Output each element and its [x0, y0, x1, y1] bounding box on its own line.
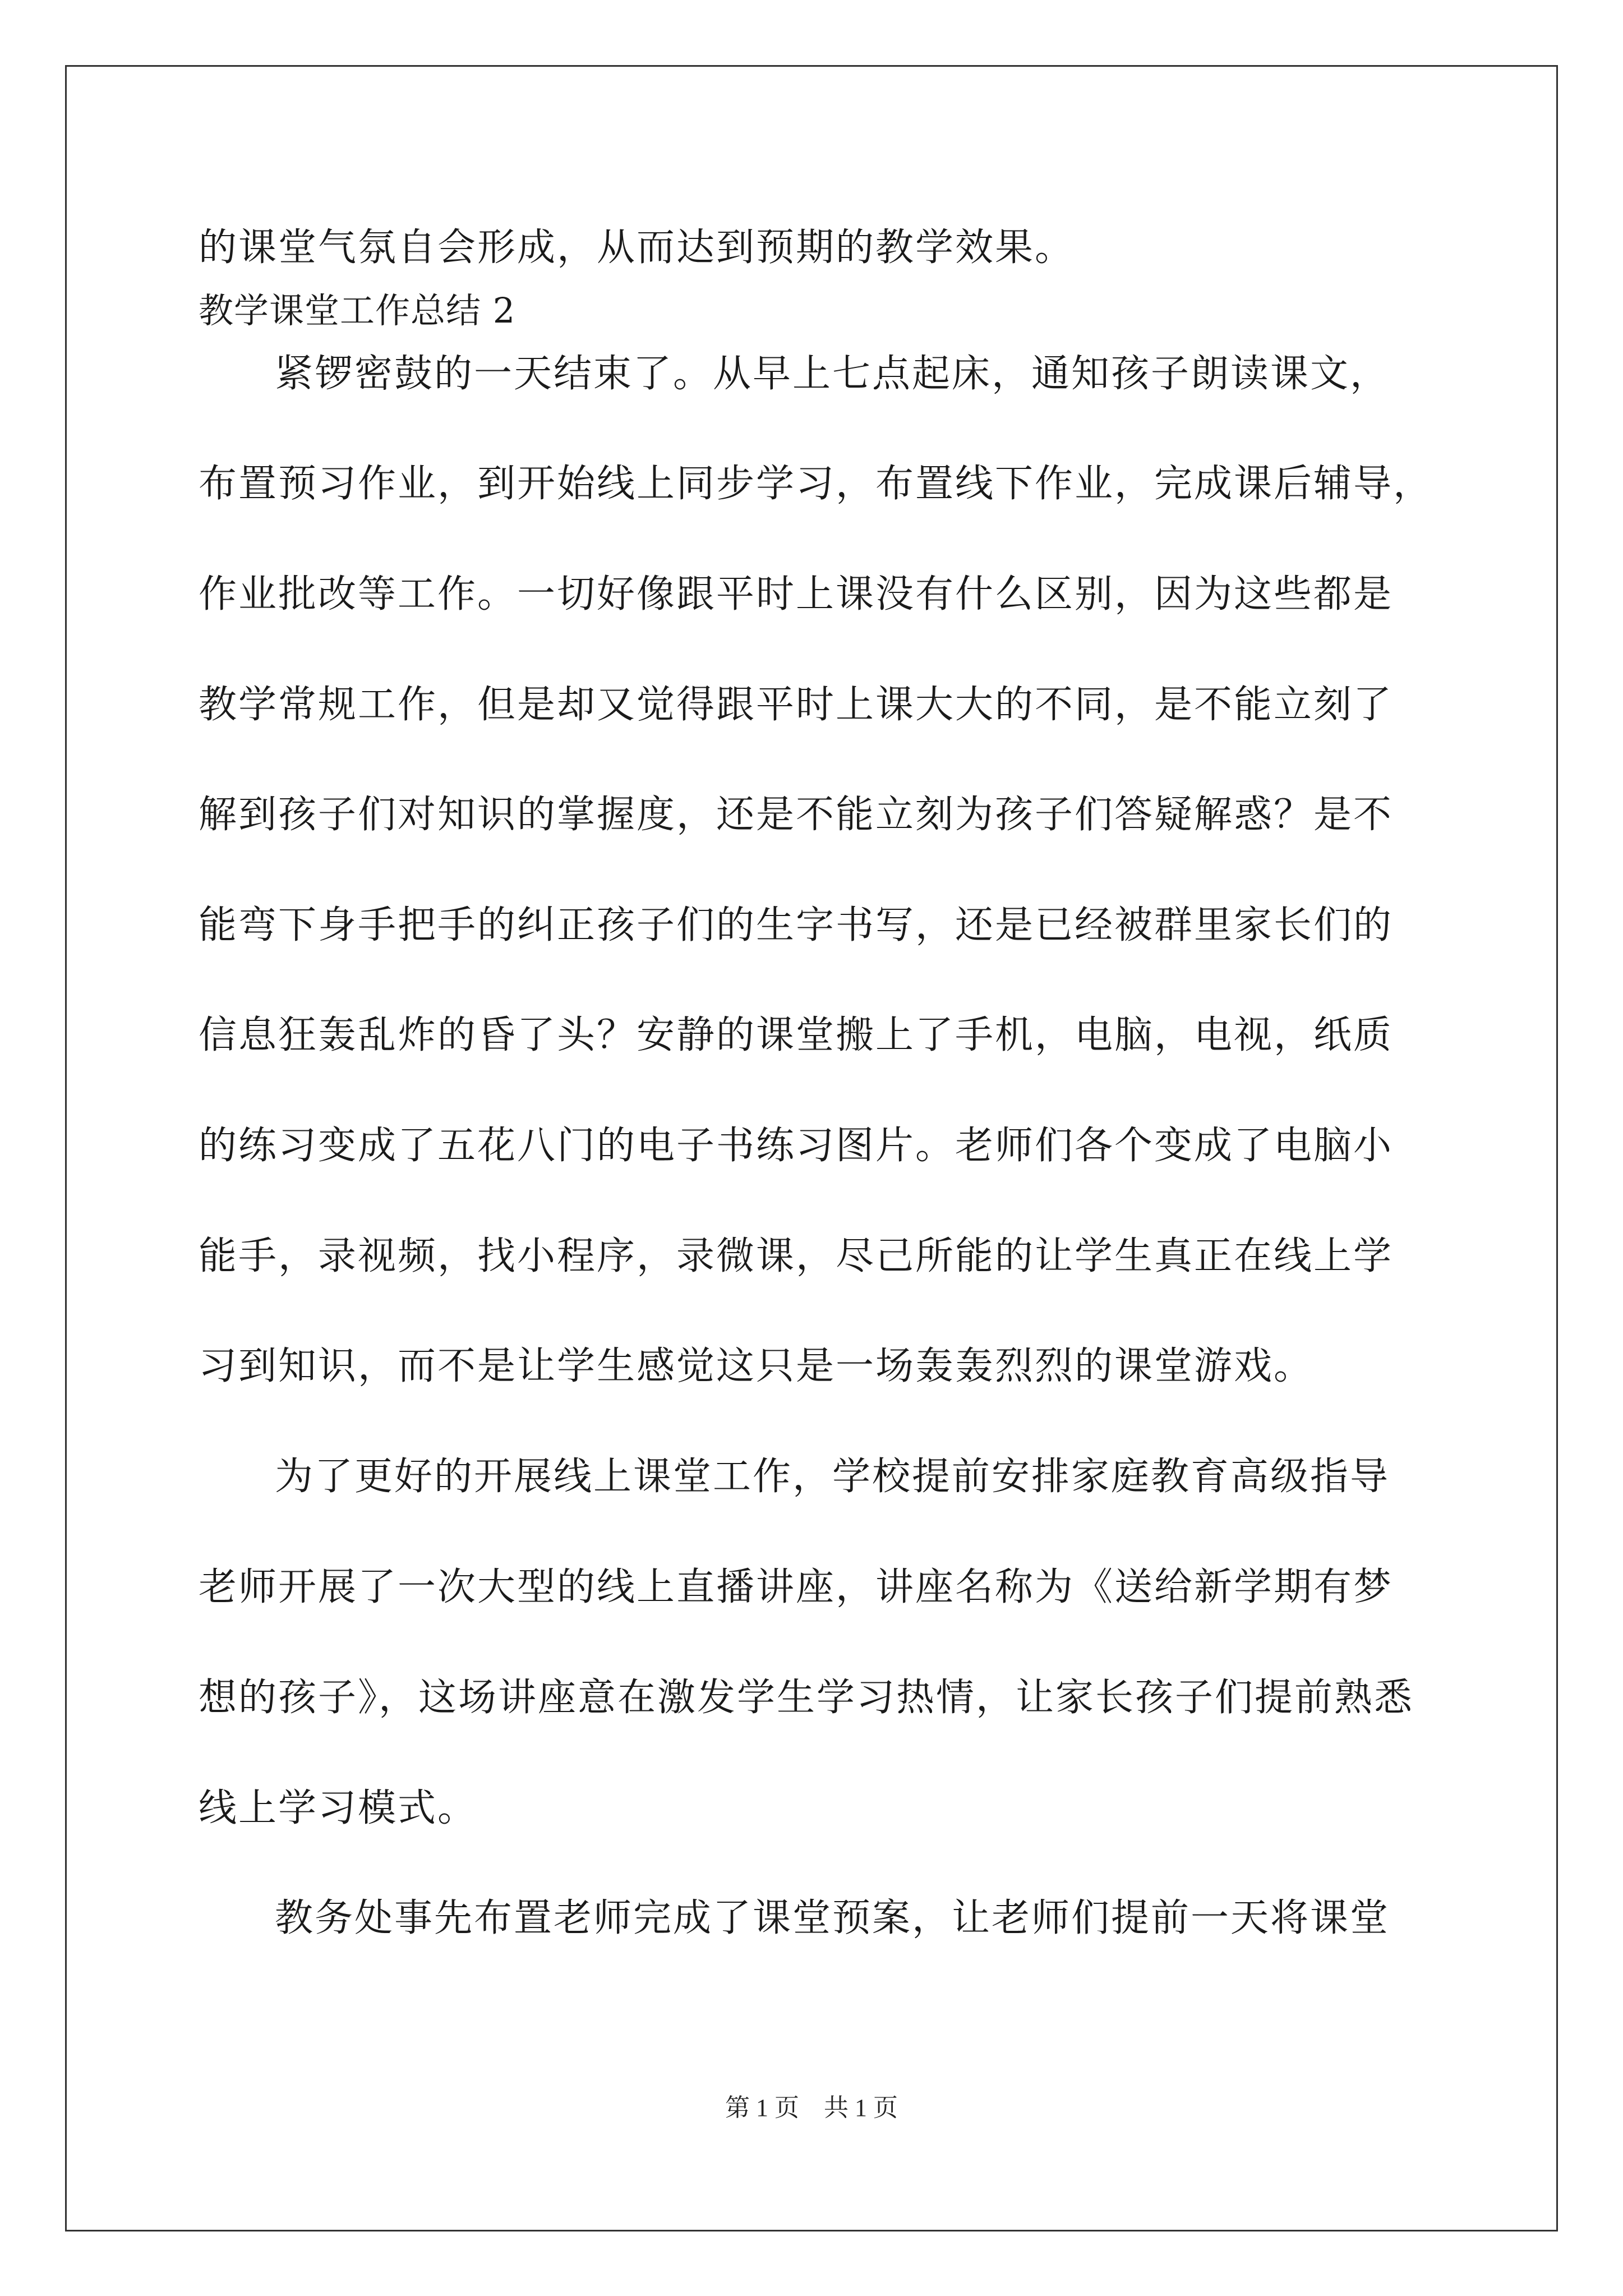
text-line-11: 能手，录视频，找小程序，录微课，尽己所能的让学生真正在线上学	[199, 1234, 1394, 1278]
text-line-12: 习到知识，而不是让学生感觉这只是一场轰轰烈烈的课堂游戏。	[199, 1344, 1314, 1388]
text-line-17: 教务处事先布置老师完成了课堂预案，让老师们提前一天将课堂	[275, 1896, 1390, 1940]
text-line-1: 的课堂气氛自会形成，从而达到预期的教学效果。	[199, 226, 1075, 270]
text-line-13: 为了更好的开展线上课堂工作，学校提前安排家庭教育高级指导	[275, 1455, 1390, 1499]
text-line-8: 能弯下身手把手的纠正孩子们的生字书写，还是已经被群里家长们的	[199, 903, 1394, 947]
text-line-10: 的练习变成了五花八门的电子书练习图片。老师们各个变成了电脑小	[199, 1124, 1394, 1168]
page-footer: 第 1 页 共 1 页	[725, 2094, 898, 2122]
text-line-6: 教学常规工作，但是却又觉得跟平时上课大大的不同，是不能立刻了	[199, 683, 1394, 727]
section-heading: 教学课堂工作总结 2	[199, 290, 516, 331]
text-line-5: 作业批改等工作。一切好像跟平时上课没有什么区别，因为这些都是	[199, 572, 1394, 616]
text-line-16: 线上学习模式。	[199, 1786, 478, 1830]
text-line-3: 紧锣密鼓的一天结束了。从早上七点起床，通知孩子朗读课文，	[275, 352, 1390, 396]
text-line-7: 解到孩子们对知识的掌握度，还是不能立刻为孩子们答疑解惑？是不	[199, 793, 1394, 837]
text-line-9: 信息狂轰乱炸的昏了头？安静的课堂搬上了手机，电脑，电视，纸质	[199, 1013, 1394, 1057]
text-line-15: 想的孩子》，这场讲座意在激发学生学习热情，让家长孩子们提前熟悉	[199, 1676, 1414, 1720]
text-line-14: 老师开展了一次大型的线上直播讲座，讲座名称为《送给新学期有梦	[199, 1565, 1394, 1609]
text-line-4: 布置预习作业，到开始线上同步学习，布置线下作业，完成课后辅导，	[199, 462, 1433, 506]
